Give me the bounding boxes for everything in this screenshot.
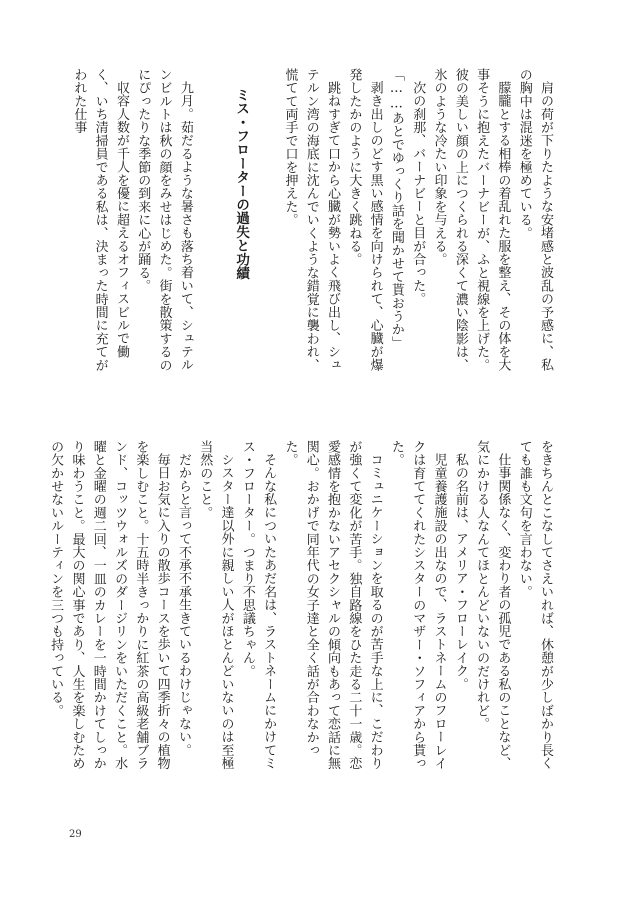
dialogue-line: 「……あとでゆっくり話を聞かせて貰おうか」	[388, 68, 404, 350]
paragraph: 毎日お気に入りの散歩コースを歩いて四季折々の植物を楽しむこと。十五時半きっかりに紅茶の高級老舗ブランド、コッツウォルズのダージリンをいただくこと。水曜と金曜の週二回、一皿のカレーを一時間かけてしっかり味わうこと。最大の関心事であり、人生を楽しむための欠かせないルーティンを三つも持っている。	[48, 440, 170, 770]
paragraph: 朦朧とする相棒の着乱れた服を整え、その体を大事そうに抱えたバーナビーが、ふと視線を上げた。彼の美しい顔の上につくられる深くて濃い陰影は、氷のような冷たい印象を与える。	[431, 68, 511, 372]
paragraph: 肩の荷が下りたような安堵感と波乱の予感に、私の胸中は混迷を極めている。	[516, 68, 553, 372]
upper-text-block	[36, 68, 556, 383]
paragraph: シスター達以外に親しい人がほとんどいないのは至極当然のこと。	[197, 440, 234, 770]
paragraph: だからと言って不承不承生きているわけじゃない。	[175, 453, 191, 757]
paragraph: 児童養護施設の出なので、ラストネームのフローレイクは育ててくれたシスターのマザー・ソフィアから貰った。	[388, 440, 447, 770]
paragraph: 剥き出しのどす黒い感情を向けられて、心臓が爆発したかのように大きく跳ねる。	[346, 68, 383, 372]
paragraph: コミュニケーションを取るのが苦手な上に、こだわりが強くて変化が苦手。独自路線をひた走る二十一歳。恋愛感情を抱かないアセクシャルの傾向もあって恋話に無関心。おかげで同年代の女子達と全く話が合わなかった。	[282, 440, 383, 770]
lower-text-block	[36, 440, 556, 778]
paragraph-continued: をきちんとこなしてさえいれば、休憩が少しばかり長くても誰も文句を言わない。	[516, 440, 553, 770]
paragraph: 九月。茹だるような暑さも落ち着いて、シュテルンビルトは秋の顔をみせはじめた。街を散策するのにぴったりな季節の到来に心が踊る。	[135, 68, 193, 372]
paragraph: そんな私についたあだ名は、ラストネームにかけてミス・フローター。つまり不思議ちゃん。	[239, 440, 277, 770]
paragraph: 跳ねすぎて口から心臓が勢いよく飛び出し、シュテルン湾の海底に沈んでいくような錯覚に襲われ、慌てて両手で口を押えた。	[282, 68, 341, 372]
paragraph: 仕事関係なく、変わり者の孤児である私のことなど、気にかける人なんてほとんどいないのだけれど。	[474, 440, 511, 770]
paragraph: 私の名前は、アメリア・フローレイク。	[452, 453, 468, 691]
chapter-heading: ミス・フローターの過失と功績	[233, 88, 250, 281]
paragraph: 収容人数が千人を優に超えるオフィスビルで働く、いち清掃員である私は、決まった時間に充てがわれた仕事	[71, 68, 129, 372]
page-number: 29	[69, 829, 82, 840]
paragraph: 次の刹那、バーナビーと目が合った。	[410, 81, 426, 306]
